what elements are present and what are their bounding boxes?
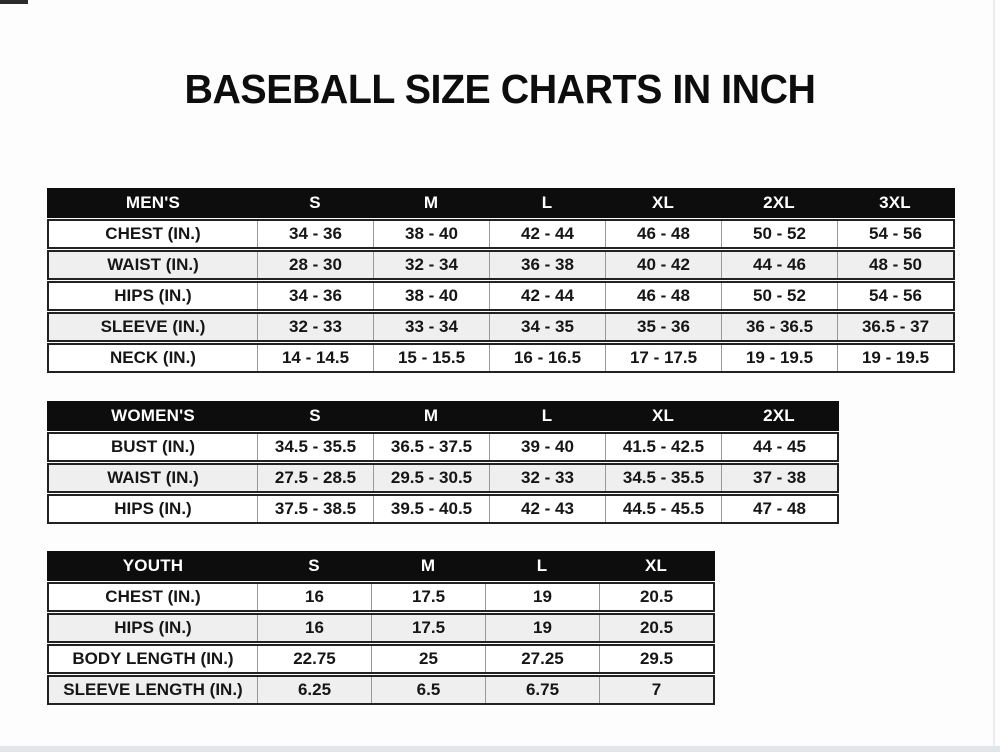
youth-size-table	[47, 551, 715, 706]
size-value-cell: 17.5	[371, 584, 485, 610]
size-value-cell: 25	[371, 646, 485, 672]
size-value-cell: 19 - 19.5	[837, 345, 953, 371]
womens-header-row	[47, 401, 839, 431]
size-column-header: S	[309, 193, 321, 212]
womens-size-table	[47, 401, 839, 525]
size-value-cell: 27.5 - 28.5	[257, 465, 373, 491]
measurement-row	[47, 281, 955, 311]
size-value-cell: 47 - 48	[721, 496, 837, 522]
row-label-cell: HIPS (IN.)	[114, 499, 192, 518]
size-value-cell: 22.75	[257, 646, 371, 672]
size-value-cell: 32 - 33	[257, 314, 373, 340]
size-column-header: 2XL	[763, 406, 795, 425]
size-value-cell: 32 - 34	[373, 252, 489, 278]
measurement-row	[47, 582, 715, 612]
measurement-row	[47, 675, 715, 705]
size-value-cell: 37.5 - 38.5	[257, 496, 373, 522]
size-column-header: XL	[651, 406, 675, 425]
size-column-header: S	[308, 556, 320, 575]
row-label-cell: NECK (IN.)	[110, 348, 196, 367]
size-value-cell: 19	[485, 584, 599, 610]
size-value-cell: 36 - 36.5	[721, 314, 837, 340]
row-label-cell: CHEST (IN.)	[105, 224, 201, 243]
measurement-row	[47, 250, 955, 280]
size-value-cell: 29.5	[599, 646, 713, 672]
size-value-cell: 42 - 44	[489, 283, 605, 309]
size-value-cell: 34.5 - 35.5	[605, 465, 721, 491]
row-label-cell: HIPS (IN.)	[114, 618, 192, 637]
size-value-cell: 7	[599, 677, 713, 703]
size-column-header: M	[423, 193, 439, 212]
size-column-header: XL	[644, 556, 668, 575]
size-value-cell: 15 - 15.5	[373, 345, 489, 371]
size-value-cell: 42 - 44	[489, 221, 605, 247]
scan-artifact-right-edge	[993, 0, 995, 752]
size-value-cell: 38 - 40	[373, 283, 489, 309]
page-title: BASEBALL SIZE CHARTS IN INCH	[184, 66, 816, 112]
size-value-cell: 20.5	[599, 584, 713, 610]
size-value-cell: 32 - 33	[489, 465, 605, 491]
row-label-cell: CHEST (IN.)	[105, 587, 201, 606]
row-label-cell: SLEEVE LENGTH (IN.)	[63, 680, 243, 699]
size-value-cell: 48 - 50	[837, 252, 953, 278]
mens-size-table	[47, 188, 955, 374]
size-value-cell: 29.5 - 30.5	[373, 465, 489, 491]
size-value-cell: 46 - 48	[605, 221, 721, 247]
row-label-cell: WAIST (IN.)	[107, 255, 199, 274]
size-column-header: XL	[651, 193, 675, 212]
row-label-cell: HIPS (IN.)	[114, 286, 192, 305]
measurement-row	[47, 613, 715, 643]
size-value-cell: 44 - 46	[721, 252, 837, 278]
size-value-cell: 35 - 36	[605, 314, 721, 340]
size-value-cell: 39.5 - 40.5	[373, 496, 489, 522]
size-value-cell: 46 - 48	[605, 283, 721, 309]
size-column-header: 3XL	[879, 193, 911, 212]
size-column-header: M	[420, 556, 436, 575]
measurement-row	[47, 312, 955, 342]
size-value-cell: 44.5 - 45.5	[605, 496, 721, 522]
size-value-cell: 16	[257, 584, 371, 610]
size-value-cell: 40 - 42	[605, 252, 721, 278]
size-value-cell: 50 - 52	[721, 283, 837, 309]
scan-artifact-bottom-edge	[0, 746, 1000, 752]
size-value-cell: 36.5 - 37	[837, 314, 953, 340]
size-value-cell: 16 - 16.5	[489, 345, 605, 371]
size-value-cell: 6.75	[485, 677, 599, 703]
row-label-cell: BUST (IN.)	[110, 437, 196, 456]
measurement-row	[47, 219, 955, 249]
size-value-cell: 36 - 38	[489, 252, 605, 278]
size-value-cell: 16	[257, 615, 371, 641]
size-column-header: L	[541, 406, 553, 425]
size-value-cell: 50 - 52	[721, 221, 837, 247]
size-column-header: L	[541, 193, 553, 212]
row-label-cell: WAIST (IN.)	[107, 468, 199, 487]
size-value-cell: 17.5	[371, 615, 485, 641]
size-value-cell: 34 - 36	[257, 221, 373, 247]
size-value-cell: 28 - 30	[257, 252, 373, 278]
size-value-cell: 41.5 - 42.5	[605, 434, 721, 460]
size-value-cell: 34 - 35	[489, 314, 605, 340]
size-value-cell: 6.25	[257, 677, 371, 703]
size-value-cell: 54 - 56	[837, 221, 953, 247]
measurement-row	[47, 494, 839, 524]
measurement-row	[47, 644, 715, 674]
size-column-header: S	[309, 406, 321, 425]
size-value-cell: 19 - 19.5	[721, 345, 837, 371]
size-value-cell: 39 - 40	[489, 434, 605, 460]
size-value-cell: 20.5	[599, 615, 713, 641]
youth-table-title-cell: YOUTH	[122, 556, 184, 575]
size-value-cell: 27.25	[485, 646, 599, 672]
size-column-header: L	[536, 556, 548, 575]
size-value-cell: 17 - 17.5	[605, 345, 721, 371]
scan-artifact-top-left	[0, 0, 28, 4]
size-value-cell: 33 - 34	[373, 314, 489, 340]
measurement-row	[47, 463, 839, 493]
mens-header-row	[47, 188, 955, 218]
youth-header-row	[47, 551, 715, 581]
measurement-row	[47, 343, 955, 373]
size-column-header: 2XL	[763, 193, 795, 212]
row-label-cell: SLEEVE (IN.)	[100, 317, 206, 336]
size-value-cell: 38 - 40	[373, 221, 489, 247]
size-value-cell: 34 - 36	[257, 283, 373, 309]
size-value-cell: 6.5	[371, 677, 485, 703]
size-value-cell: 14 - 14.5	[257, 345, 373, 371]
size-value-cell: 36.5 - 37.5	[373, 434, 489, 460]
size-value-cell: 44 - 45	[721, 434, 837, 460]
womens-table-title-cell: WOMEN'S	[111, 406, 195, 425]
size-value-cell: 54 - 56	[837, 283, 953, 309]
row-label-cell: BODY LENGTH (IN.)	[72, 649, 234, 668]
size-value-cell: 37 - 38	[721, 465, 837, 491]
size-value-cell: 19	[485, 615, 599, 641]
size-value-cell: 42 - 43	[489, 496, 605, 522]
size-column-header: M	[423, 406, 439, 425]
measurement-row	[47, 432, 839, 462]
size-value-cell: 34.5 - 35.5	[257, 434, 373, 460]
mens-table-title-cell: MEN'S	[125, 193, 181, 212]
